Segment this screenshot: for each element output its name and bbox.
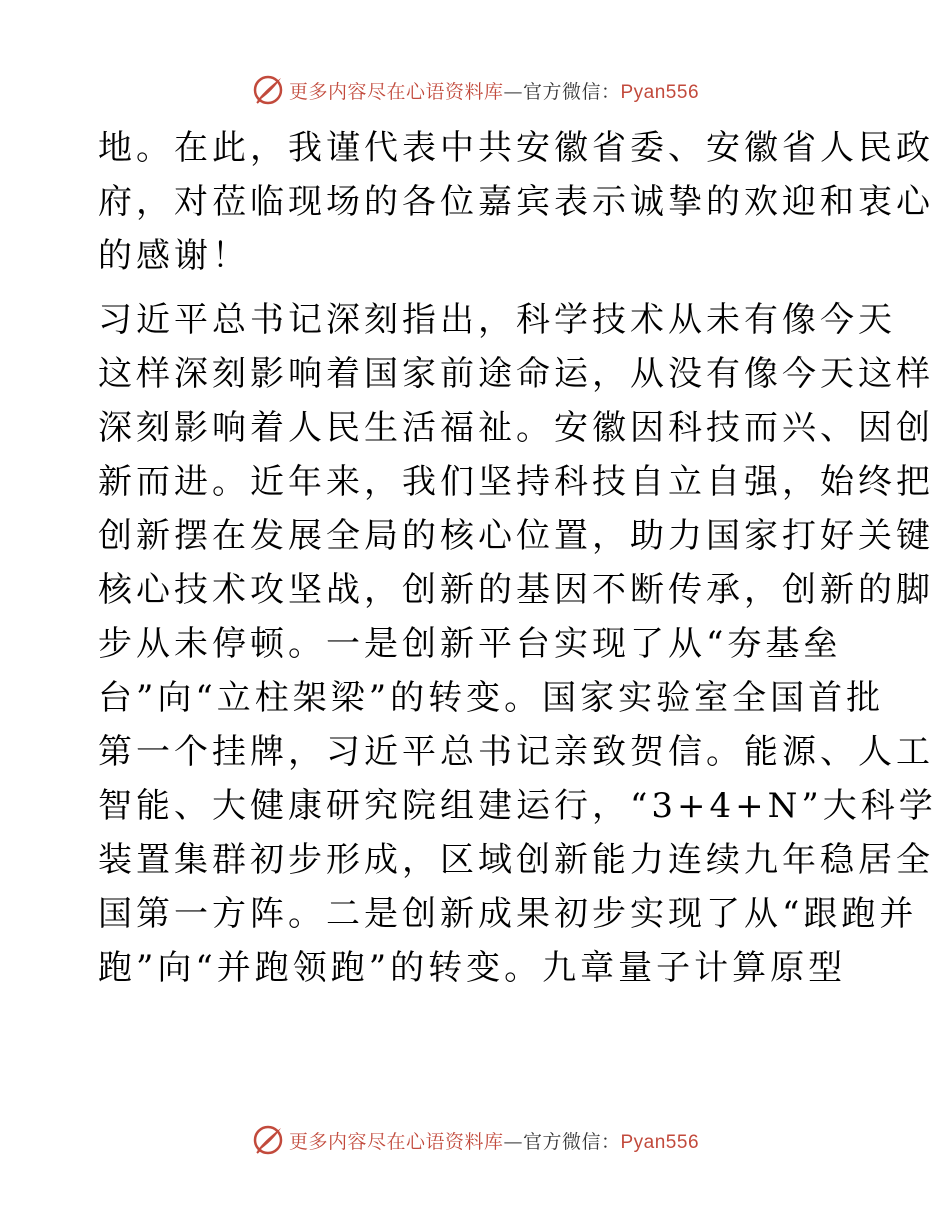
document-body — [98, 121, 937, 995]
quill-pen-logo-icon — [251, 1123, 285, 1157]
header-separator: — — [503, 80, 523, 103]
header-wechat-id: Pyan556 — [620, 81, 700, 103]
header-slogan: 更多内容尽在心语资料库 — [288, 80, 504, 103]
text-line: 地。在此，我谨代表中共安徽省委、安徽省人民政 — [98, 128, 934, 168]
text-line: 智能、大健康研究院组建运行，“3+4+N”大科学 — [98, 786, 937, 826]
footer-banner — [0, 1120, 950, 1160]
text-line: 习近平总书记深刻指出，科学技术从未有像今天 — [98, 300, 896, 340]
text-line: 国第一方阵。二是创新成果初步实现了从“跟跑并 — [98, 894, 918, 934]
paragraph-2 — [98, 293, 937, 995]
text-line: 的感谢！ — [98, 236, 250, 276]
text-line: 创新摆在发展全局的核心位置，助力国家打好关键 — [98, 516, 934, 556]
header-banner — [0, 70, 950, 110]
footer-text — [289, 1127, 699, 1154]
paragraph-1 — [98, 121, 934, 283]
footer-separator: — — [503, 1130, 523, 1153]
header-text — [289, 77, 699, 104]
text-line: 台”向“立柱架梁”的转变。国家实验室全国首批 — [98, 678, 885, 718]
quill-pen-logo-icon — [251, 73, 285, 107]
text-line: 这样深刻影响着国家前途命运，从没有像今天这样 — [98, 354, 934, 394]
text-line: 府，对莅临现场的各位嘉宾表示诚挚的欢迎和衷心 — [98, 182, 934, 222]
text-line: 步从未停顿。一是创新平台实现了从“夯基垒 — [98, 624, 842, 664]
footer-wechat-id: Pyan556 — [620, 1131, 700, 1153]
header-wechat-label: 官方微信： — [522, 80, 621, 103]
text-line: 跑”向“并跑领跑”的转变。九章量子计算原型 — [98, 948, 847, 988]
footer-slogan: 更多内容尽在心语资料库 — [288, 1130, 504, 1153]
text-line: 新而进。近年来，我们坚持科技自立自强，始终把 — [98, 462, 934, 502]
text-line: 深刻影响着人民生活福祉。安徽因科技而兴、因创 — [98, 408, 934, 448]
text-line: 第一个挂牌，习近平总书记亲致贺信。能源、人工 — [98, 732, 934, 772]
text-line: 装置集群初步形成，区域创新能力连续九年稳居全 — [98, 840, 934, 880]
text-line: 核心技术攻坚战，创新的基因不断传承，创新的脚 — [98, 570, 934, 610]
footer-wechat-label: 官方微信： — [522, 1130, 621, 1153]
